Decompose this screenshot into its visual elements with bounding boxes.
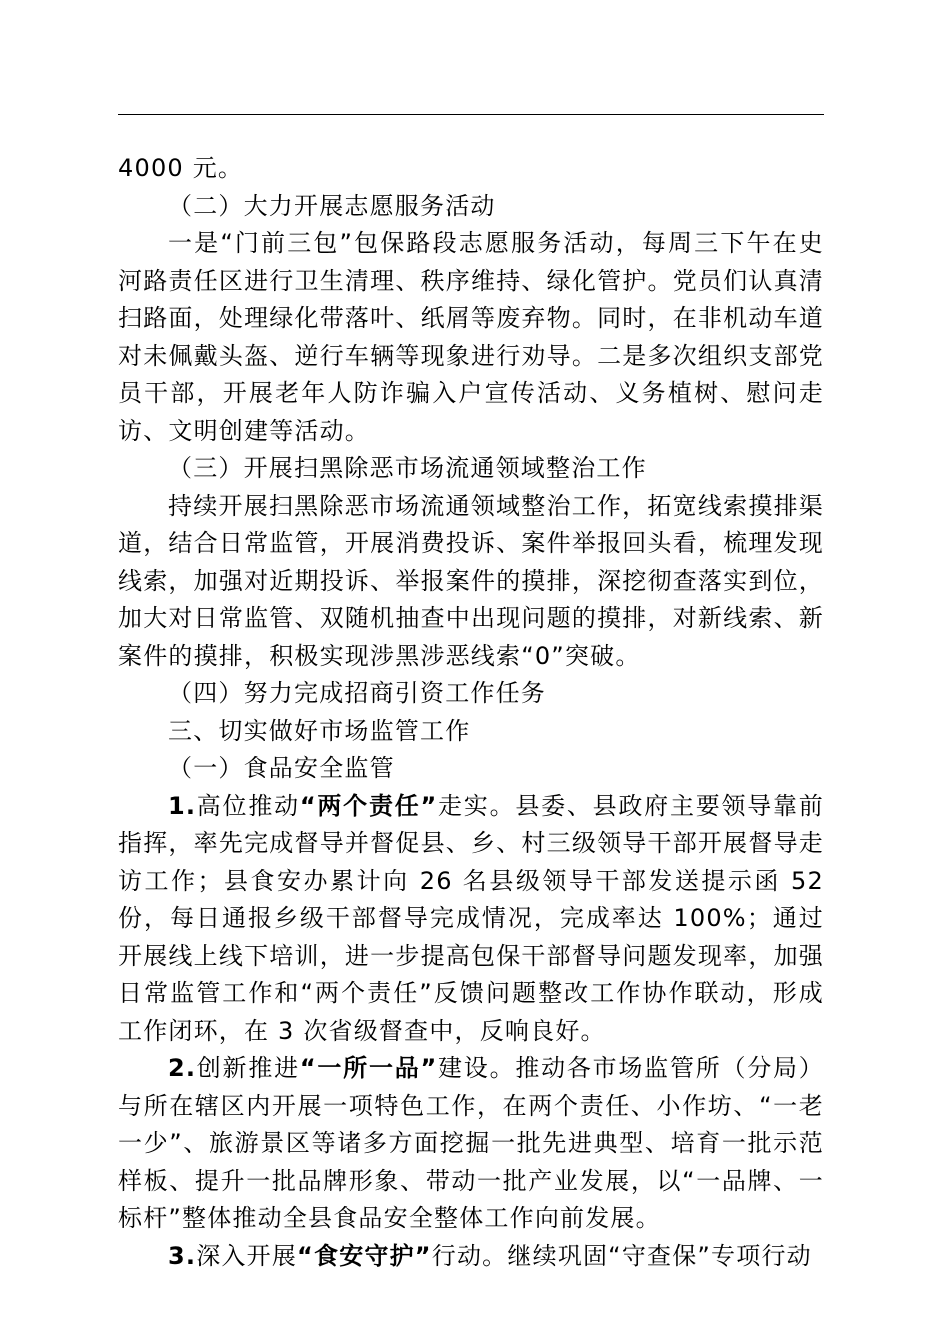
item-bold-phrase: “两个责任” [299, 791, 438, 820]
paragraph-item-2 [118, 1050, 824, 1238]
item-number: 1. [168, 791, 197, 820]
item-body: 建设。推动各市场监管所（分局）与所在辖区内开展一项特色工作，在两个责任、小作坊、“一老一少”、旅游景区等诸多方面挖掘一批先进典型、培育一批示范样板、提升一批品牌形象、带动一批产业发展，以“一品牌、一标杆”整体推动全县食品安全整体工作向前发展。 [118, 1054, 824, 1232]
item-number: 2. [168, 1054, 197, 1082]
item-number: 3. [168, 1241, 197, 1270]
item-head: 深入开展 [196, 1241, 298, 1270]
item-bold-phrase: “一所一品” [299, 1054, 438, 1082]
section-heading-food-safety: （一）食品安全监管 [168, 754, 395, 782]
item-body: 行动。继续巩固“守查保”专项行动 [431, 1241, 812, 1270]
paragraph-amount: 4000 元。 [118, 154, 244, 182]
chapter-heading-market-supervision: 三、切实做好市场监管工作 [168, 716, 471, 745]
paragraph-item-3 [118, 1238, 824, 1276]
section-heading-investment: （四）努力完成招商引资工作任务 [168, 679, 546, 707]
item-head: 创新推进 [196, 1054, 300, 1082]
document-body [118, 150, 824, 1275]
item-head: 高位推动 [196, 791, 300, 820]
section-heading-anti-crime: （三）开展扫黑除恶市场流通领域整治工作 [168, 454, 647, 482]
section-heading-volunteer: （二）大力开展志愿服务活动 [168, 191, 496, 220]
paragraph-volunteer: 一是“门前三包”包保路段志愿服务活动，每周三下午在史河路责任区进行卫生清理、秩序维持、绿化管护。党员们认真清扫路面，处理绿化带落叶、纸屑等废弃物。同时，在非机动车道对未佩戴头盔、逆行车辆等现象进行劝导。二是多次组织支部党员干部，开展老年人防诈骗入户宣传活动、义务植树、慰问走访、文明创建等活动。 [118, 229, 824, 445]
paragraph-anti-crime: 持续开展扫黑除恶市场流通领域整治工作，拓宽线索摸排渠道，结合日常监管，开展消费投诉、案件举报回头看，梳理发现线索，加强对近期投诉、举报案件的摸排，深挖彻查落实到位，加大对日常监管、双随机抽查中出现问题的摸排，对新线索、新案件的摸排，积极实现涉黑涉恶线索“0”突破。 [118, 491, 824, 670]
item-body: 走实。县委、县政府主要领导靠前指挥，率先完成督导并督促县、乡、村三级领导干部开展督导走访工作；县食安办累计向 26 名县级领导干部发送提示函 52 份，每日通报乡级干部督导完成情况，完成率达 100%；通过开展线上线下培训，进一步提高包保干部督导问题发现率，加强日常监管工作和“两个责任”反馈问题整改工作协作联动，形成工作闭环，在 3 次省级督查中，反响良好。 [118, 791, 824, 1045]
item-bold-phrase: “食安守护” [297, 1241, 432, 1270]
header-rule [118, 114, 824, 115]
paragraph-item-1 [118, 788, 824, 1051]
